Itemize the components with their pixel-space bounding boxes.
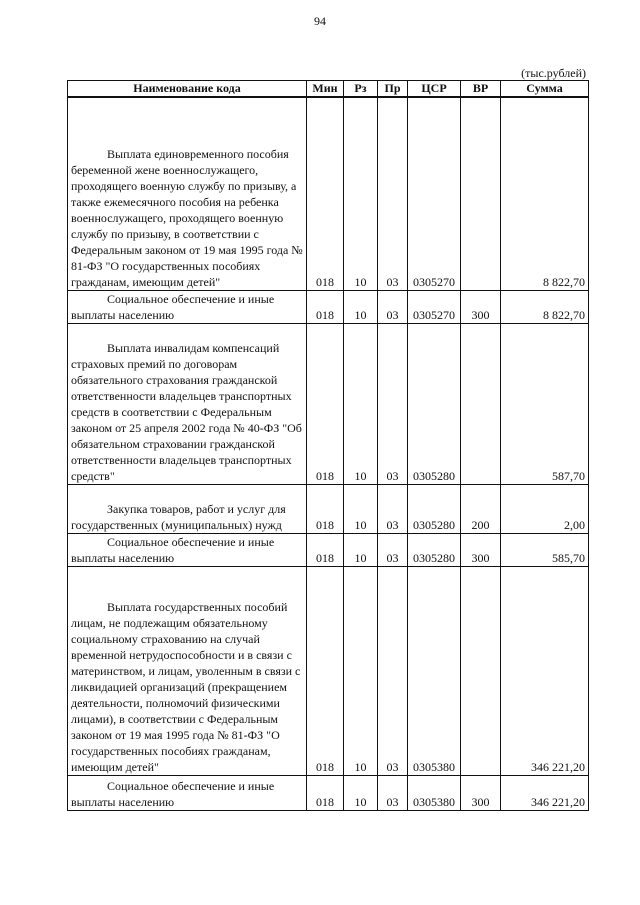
row-vr: 200	[461, 485, 501, 534]
row-rz: 10	[344, 534, 378, 567]
header-sum: Сумма	[501, 81, 589, 98]
row-min: 018	[307, 97, 344, 291]
row-name: Закупка товаров, работ и услуг для государственных (муниципальных) нужд	[68, 485, 307, 534]
table-header-row	[68, 81, 589, 98]
page-number: 94	[314, 14, 326, 28]
row-vr: 300	[461, 291, 501, 324]
row-sum: 2,00	[501, 485, 589, 534]
row-min: 018	[307, 567, 344, 776]
row-min: 018	[307, 485, 344, 534]
row-rz: 10	[344, 485, 378, 534]
row-vr	[461, 97, 501, 291]
row-csr: 0305280	[408, 324, 461, 485]
header-min: Мин	[307, 81, 344, 98]
row-name: Выплата государственных пособий лицам, не подлежащим обязательному социальному страхованию на случай временной нетрудоспособности и в связи с материнством, и лицам, уволенным в связи с ликвидацией организаций (прекращением деятельности, полномочий физическими лицами), в соответствии с Федеральным законом от 19 мая 1995 года № 81-ФЗ "О государственных пособиях гражданам, имеющим детей"	[68, 567, 307, 776]
header-csr: ЦСР	[408, 81, 461, 98]
row-vr: 300	[461, 776, 501, 811]
row-name: Социальное обеспечение и иные выплаты населению	[68, 534, 307, 567]
row-vr: 300	[461, 534, 501, 567]
row-sum: 346 221,20	[501, 776, 589, 811]
row-pr: 03	[378, 324, 408, 485]
table-row	[68, 291, 589, 324]
row-min: 018	[307, 534, 344, 567]
row-name: Социальное обеспечение и иные выплаты населению	[68, 291, 307, 324]
row-sum: 587,70	[501, 324, 589, 485]
header-rz: Рз	[344, 81, 378, 98]
budget-table	[67, 80, 589, 811]
row-name: Выплата единовременного пособия беременной жене военнослужащего, проходящего военную службу по призыву, а также ежемесячного пособия на ребенка военнослужащего, проходящего военную службу по призыву, в соответствии с Федеральным законом от 19 мая 1995 года № 81-ФЗ "О государственных пособиях гражданам, имеющим детей"	[68, 97, 307, 291]
row-sum: 8 822,70	[501, 97, 589, 291]
row-pr: 03	[378, 534, 408, 567]
table-row	[68, 324, 589, 485]
table-row	[68, 97, 589, 291]
row-pr: 03	[378, 291, 408, 324]
table-row	[68, 776, 589, 811]
header-pr: Пр	[378, 81, 408, 98]
row-min: 018	[307, 776, 344, 811]
row-pr: 03	[378, 485, 408, 534]
row-csr: 0305270	[408, 97, 461, 291]
units-label: (тыс.рублей)	[521, 66, 586, 80]
row-pr: 03	[378, 776, 408, 811]
row-csr: 0305280	[408, 485, 461, 534]
table-row	[68, 485, 589, 534]
row-sum: 8 822,70	[501, 291, 589, 324]
row-rz: 10	[344, 291, 378, 324]
row-name: Социальное обеспечение и иные выплаты населению	[68, 776, 307, 811]
row-csr: 0305380	[408, 776, 461, 811]
row-pr: 03	[378, 567, 408, 776]
table-row	[68, 534, 589, 567]
row-sum: 585,70	[501, 534, 589, 567]
row-rz: 10	[344, 567, 378, 776]
header-name: Наименование кода	[68, 81, 307, 98]
row-rz: 10	[344, 97, 378, 291]
row-csr: 0305280	[408, 534, 461, 567]
row-vr	[461, 324, 501, 485]
row-csr: 0305270	[408, 291, 461, 324]
row-csr: 0305380	[408, 567, 461, 776]
row-rz: 10	[344, 324, 378, 485]
row-rz: 10	[344, 776, 378, 811]
row-name: Выплата инвалидам компенсаций страховых премий по договорам обязательного страхования гражданской ответственности владельцев транспортных средств в соответствии с Федеральным законом от 25 апреля 2002 года № 40-ФЗ "Об обязательном страховании гражданской ответственности владельцев транспортных средств"	[68, 324, 307, 485]
row-min: 018	[307, 324, 344, 485]
row-pr: 03	[378, 97, 408, 291]
header-vr: ВР	[461, 81, 501, 98]
row-vr	[461, 567, 501, 776]
row-min: 018	[307, 291, 344, 324]
table-row	[68, 567, 589, 776]
row-sum: 346 221,20	[501, 567, 589, 776]
